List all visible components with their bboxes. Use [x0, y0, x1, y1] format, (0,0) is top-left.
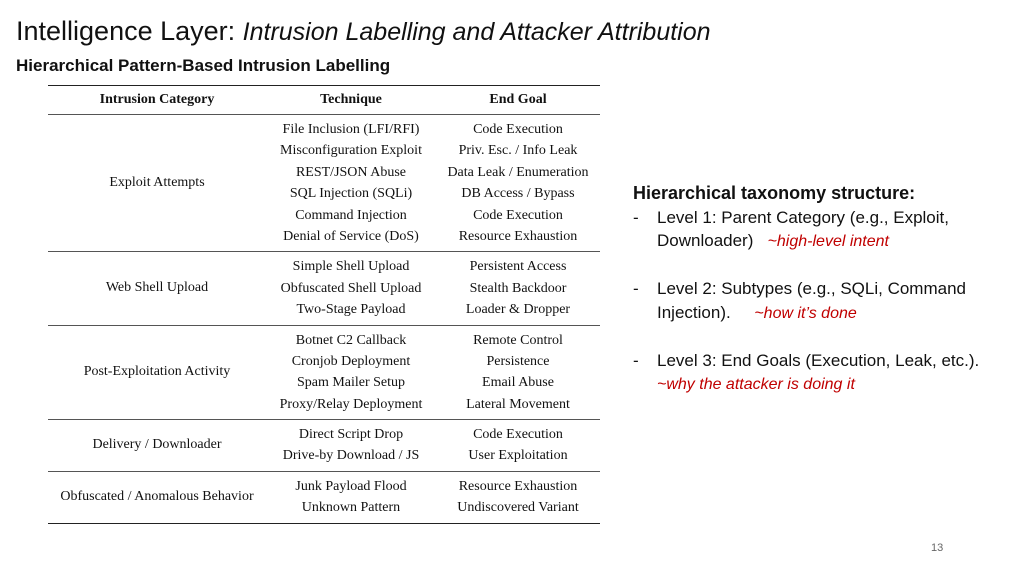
technique-item: Proxy/Relay Deployment	[279, 396, 423, 412]
table-header-row	[48, 86, 600, 115]
table-row-delivery-downloader	[48, 420, 600, 472]
goal-item: Persistent Access	[469, 259, 567, 275]
technique-item: Cronjob Deployment	[291, 353, 411, 369]
goal-cell	[436, 471, 600, 523]
level-text: Level 2: Subtypes (e.g., SQLi, Command Injection).	[657, 279, 966, 322]
category-cell: Delivery / Downloader	[48, 420, 266, 472]
header-end-goal: End Goal	[436, 86, 600, 115]
technique-item: Botnet C2 Callback	[295, 332, 407, 348]
taxonomy-level-3	[633, 349, 1013, 397]
page-number: 13	[931, 542, 944, 554]
header-intrusion-category: Intrusion Category	[48, 86, 266, 115]
goal-cell	[436, 325, 600, 420]
category-cell: Post-Exploitation Activity	[48, 325, 266, 420]
title-main: Intelligence Layer:	[16, 16, 236, 46]
technique-cell	[266, 325, 436, 420]
dash-bullet: -	[633, 279, 639, 298]
goal-item: Data Leak / Enumeration	[447, 164, 589, 180]
goal-cell	[436, 252, 600, 325]
technique-item: Command Injection	[295, 207, 407, 223]
goal-item: Persistence	[486, 353, 550, 369]
category-cell: Obfuscated / Anomalous Behavior	[48, 471, 266, 523]
technique-item: File Inclusion (LFI/RFI)	[282, 122, 420, 137]
goal-item: Code Execution	[473, 207, 563, 223]
table-row-obfuscated-anomalous	[48, 471, 600, 523]
dash-bullet: -	[633, 350, 639, 370]
intrusion-table	[48, 85, 600, 524]
taxonomy-heading: Hierarchical taxonomy structure:	[633, 183, 916, 203]
technique-cell	[266, 252, 436, 325]
technique-item: Two-Stage Payload	[296, 302, 406, 318]
goal-item: DB Access / Bypass	[461, 186, 575, 202]
category-cell: Exploit Attempts	[48, 115, 266, 252]
title-sub: Intrusion Labelling and Attacker Attribution	[242, 18, 711, 46]
goal-item: Loader & Dropper	[465, 302, 571, 318]
technique-item: REST/JSON Abuse	[295, 164, 407, 180]
goal-item: Email Abuse	[482, 375, 554, 391]
goal-item: User Exploitation	[468, 448, 568, 464]
level-text: Level 3: End Goals (Execution, Leak, etc.).	[657, 350, 980, 370]
category-cell: Web Shell Upload	[48, 252, 266, 325]
taxonomy-panel	[633, 182, 1013, 397]
technique-item: Junk Payload Flood	[295, 478, 407, 494]
table-row-post-exploitation	[48, 325, 600, 420]
goal-item: Code Execution	[473, 122, 563, 137]
goal-cell	[436, 115, 600, 252]
goal-cell	[436, 420, 600, 472]
goal-item: Resource Exhaustion	[458, 228, 578, 244]
dash-bullet: -	[633, 207, 639, 227]
slide-title	[16, 14, 711, 49]
goal-item: Undiscovered Variant	[457, 500, 579, 516]
taxonomy-level-1	[633, 206, 1013, 254]
slide-subtitle: Hierarchical Pattern-Based Intrusion Labelling	[16, 56, 391, 75]
technique-item: Spam Mailer Setup	[296, 375, 406, 391]
goal-item: Stealth Backdoor	[469, 280, 567, 296]
level-note: ~why the attacker is doing it	[657, 376, 855, 393]
table-row-exploit-attempts	[48, 115, 600, 252]
level-text: Level 1: Parent Category (e.g., Exploit, Downloader)	[657, 207, 949, 250]
technique-item: Unknown Pattern	[301, 500, 401, 516]
goal-item: Lateral Movement	[466, 396, 570, 412]
technique-item: Denial of Service (DoS)	[283, 228, 419, 244]
goal-item: Remote Control	[473, 332, 563, 348]
technique-item: Misconfiguration Exploit	[280, 143, 422, 159]
goal-item: Resource Exhaustion	[458, 478, 578, 494]
technique-item: Obfuscated Shell Upload	[280, 280, 422, 296]
technique-cell	[266, 420, 436, 472]
header-technique: Technique	[266, 86, 436, 115]
goal-item: Priv. Esc. / Info Leak	[458, 143, 578, 159]
level-note: ~high-level intent	[767, 233, 889, 250]
goal-item: Code Execution	[473, 427, 563, 443]
technique-item: Simple Shell Upload	[292, 259, 410, 275]
technique-item: Direct Script Drop	[298, 427, 404, 443]
technique-item: Drive-by Download / JS	[282, 448, 420, 464]
technique-cell	[266, 115, 436, 252]
level-note: ~how it’s done	[754, 304, 857, 322]
table-row-web-shell-upload	[48, 252, 600, 325]
technique-cell	[266, 471, 436, 523]
technique-item: SQL Injection (SQLi)	[289, 186, 413, 202]
taxonomy-level-2	[633, 277, 1013, 325]
